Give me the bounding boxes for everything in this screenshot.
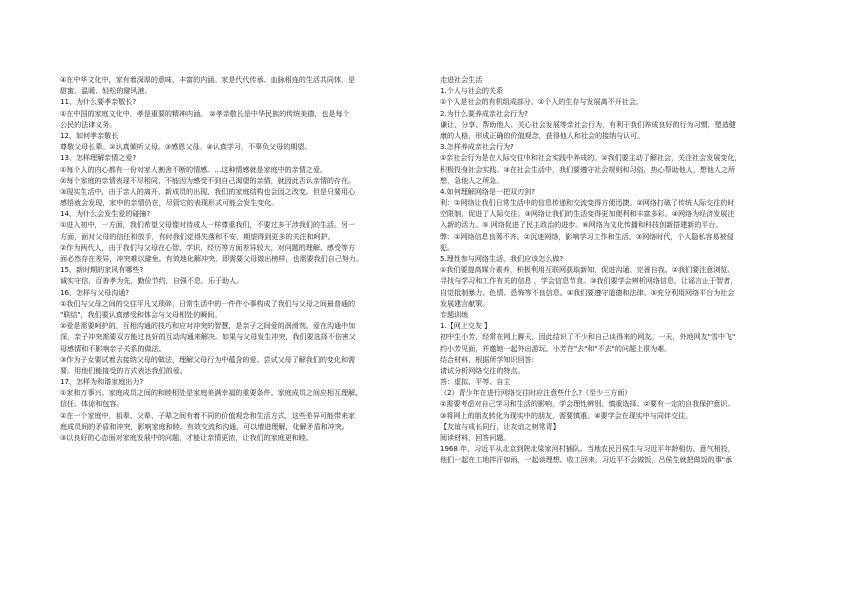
text-line: 母感情和不影响亲子关系的做法。 [60, 343, 166, 353]
text-line: ①需要考虑对自己学习和生活的影响，学会理性辨别、慎重选择。②要有一定的自我保护意识。 [440, 399, 735, 409]
text-line: ④在中华文化中，家有着深厚的意味，丰富的内涵。家是代代传承、血脉相连的生活共同体，是 [60, 75, 356, 84]
text-line: 12、如何孝亲敬长 [60, 130, 119, 140]
text-line: ②在一个家庭中，祖辈、父辈、子辈之间有着不同的价值观念和生活方式，这些差异可能带来家 [60, 410, 356, 420]
text-line: 15、新时期的家风有哪些? [60, 265, 144, 275]
text-line: 16、怎样与父母沟通? [60, 287, 129, 297]
text-line: 康的人格，形成正确的价值观念，获得他人和社会的接纳与认可。 [440, 130, 645, 140]
text-line: 感悟就会发现，家中的亲情仍在，尽管它的表现形式可能会发生变化。 [60, 198, 279, 208]
text-line: ③将网上的朋友转化为现实中的朋友，需要慎重。④要学会在现实中与同伴交往。 [440, 410, 693, 420]
text-line: 谦让、分享、帮助他人、关心社会发展等亲社会行为，有利于我们养成良好的行为习惯，塑造健 [440, 119, 736, 129]
text-line: 寻找与学习和工作有关的信息 ，学会信息节食。③我们要学会辨析网络信息，让谣言止于智者， [440, 276, 738, 286]
text-line: 14、为什么会发生爱的碰撞? [60, 209, 151, 219]
text-line: 入新的活力。⑤ 网络促进了民主政治的进步。⑥网络为文化传播和科技创新搭建新的平台。 [440, 220, 723, 230]
text-line: ②每个家庭的亲情表现不尽相同，不能因为感受不到自己渴望的亲情，就因此否认亲情的存在。 [60, 175, 356, 185]
text-line: 1.个人与社会的关系 [440, 86, 504, 96]
text-line: 13、怎样理解亲情之爱? [60, 153, 137, 163]
text-line: 17、怎样为和谐家庭出力? [60, 377, 144, 387]
text-line: ①进入初中，一方面，我们希望父母像对待成人一样尊重我们，不要过多干涉我们的生活。另一 [60, 220, 356, 230]
text-line: 积极投身社会实践。③在社会生活中，我们要遵守社会规则和习俗，热心帮助他人，想他人之所 [440, 164, 736, 174]
text-line: 1.【网上交友 】 [440, 321, 492, 331]
text-line: ③以良好的心态面对家庭发展中的问题，才能让亲情更浓，让我们的家庭更和睦。 [60, 433, 313, 442]
text-line: 弊：①网络信息良莠不齐。②沉迷网络，影响学习工作和生活。③网络时代，个人隐私容易被侵 [440, 231, 734, 241]
text-line: ①家和万事兴。家庭成员之间的和睦相处是家庭美满幸福的重要条件。家庭成员之间应相互理解、 [60, 388, 363, 398]
text-line: 2.为什么要养成亲社会行为? [440, 108, 528, 118]
text-line: 1968 年，习近平从北京到陕北梁家河村插队。当地农民吕侯生与习近平年龄相仿、意气相投， [440, 444, 735, 454]
text-line: 专题训练 [440, 309, 469, 319]
text-line: （2）青少年在进行网络交往时应注意些什么?（至少三方面） [440, 388, 632, 398]
text-line: 深，亲子冲突需要双方能过良好的互动沟通来解决。如果与父母发生冲突，我们要选择不伤害父 [60, 332, 356, 342]
text-line: 庭成员间的矛盾和冲突，影响家庭和睦。有效交流和沟通，可以增进理解，化解矛盾和冲突。 [60, 421, 349, 431]
text-line: 面必然存在差异，冲突难以避免。有效地化解冲突，即需要父母做出榜样，也需要我们自己努力。 [60, 254, 363, 263]
text-line: 4.如何理解网络是一把双刃剑? [440, 186, 535, 196]
text-line: 他们一起在工地拌汗如雨，一起谈理想。收工回来，习近平不会做饭，吕侯生就把做饭的事"承 [440, 455, 733, 465]
text-line: 初中生小芳，经常在网上聊天，因此结识了不少和自己谈得来的网友。一天，外地网友"雪中飞" [440, 332, 736, 342]
text-line: ①在中国的家庭文化中，孝是重要的精神内涵。 ②孝亲敬长是中华民族的传统美德，也是每个 [60, 108, 350, 118]
text-line: 走进社会生活 [440, 75, 483, 84]
text-line: 信任、体谅和包容。 [60, 399, 124, 409]
text-line: 11、为什么要孝亲敬长? [60, 97, 137, 107]
text-line: 5.理性参与网络生活，我们应该怎么做? [440, 254, 564, 263]
right-column [440, 74, 806, 466]
text-line: ①我们与父母之间的交往平凡又琐碎，日常生活中的一件件小事构成了我们与父母之间最普通的 [60, 298, 356, 308]
text-line: 尊敬父母长辈。②认真倾听父母。③感恩父母。④认真学习，不辜负父母的期望。 [60, 142, 312, 152]
text-line: 发展建言献策。 [440, 298, 490, 308]
text-line: 利：①网络让我们日常生活中的信息传递和交流变得方便迅捷。②网络打破了传统人际交往的时 [440, 198, 735, 208]
text-line: ①亲社会行为是在人际交往中和社会实践中养成的。②我们要主动了解社会，关注社会发展变化， [440, 153, 742, 163]
text-line: 3.怎样养成亲社会行为? [440, 142, 514, 152]
text-line: ②作为两代人，由于我们与父母在心智、学识，经历等方面差异较大，对问题的理解、感受等方 [60, 242, 356, 252]
text-line: 甜蜜、温暖、轻松的避风港。 [60, 86, 152, 96]
text-line: ①每个人的内心都有一份对家人割舍不断的情感。…这种情感就是家庭中的亲情之爱。 [60, 164, 327, 174]
text-line: ①我们要提高媒介素养，积极利用互联网获取新知，促进沟通、完善自我。②我们要注意浏览、 [440, 265, 735, 275]
text-line: ②爱是需要呵护的，互相沟通的技巧和应对冲突的智慧，是亲子之间爱的润滑剂。爱在沟通中加 [60, 321, 356, 331]
text-line: 阅读材料，回答问题。 [440, 433, 511, 442]
text-line: 结合材料，根据所学知识回答: [440, 354, 534, 364]
text-line: 想，急他人之所急。 [440, 175, 504, 185]
left-column [60, 74, 430, 443]
text-line: ①个人是社会的有机组成部分。②个人的生存与发展离不开社会。 [440, 97, 643, 107]
text-line: 约小芳见面，并邀她一起外出游玩。小芳在"去"和"不去"的问题上很为难。 [440, 343, 672, 353]
text-line: 公民的法律义务。 [60, 119, 117, 129]
text-line: 方面，面对父母的信任和放手，有时我们觉得失落和不安，期望得到更多的关注和呵护。 [60, 231, 335, 241]
text-line: 要。用他们能接受的方式表达我们的爱。 [60, 365, 187, 375]
text-line: 空限制，促进了人际交往。③网络让我们的生活变得更加便利和丰富多彩。④网络为经济发展注 [440, 209, 735, 219]
text-line: 答：虚拟、平等、自主 [440, 377, 511, 387]
text-line: ③作为子女要试着去接纳父母的做法，理解父母行为中蕴含的爱。尝试父母了解我们的变化和需 [60, 354, 356, 364]
text-line: "联结"，我们要认真感受和体会与父母相处的瞬间。 [60, 309, 222, 319]
text-line: 请试分析网络交往的特点。 [440, 365, 525, 375]
text-line: 犯。 [440, 242, 455, 252]
text-line: 自觉抵制暴力、色情、恐怖等不良信息。④我们要遵守道德和法律。⑤充分利用网络平台为社会 [440, 287, 735, 297]
text-line: 诚实守信，百善孝为先，勤俭节约，自强不息，乐于助人。 [60, 276, 244, 286]
text-line: ③现实生活中，由于亲人的离开、新成员的出现，我们的家庭结构也会因之改变。但是只要用心 [60, 186, 356, 196]
text-line: 【友谊与成长同行，让友谊之树常青】 [440, 421, 560, 431]
